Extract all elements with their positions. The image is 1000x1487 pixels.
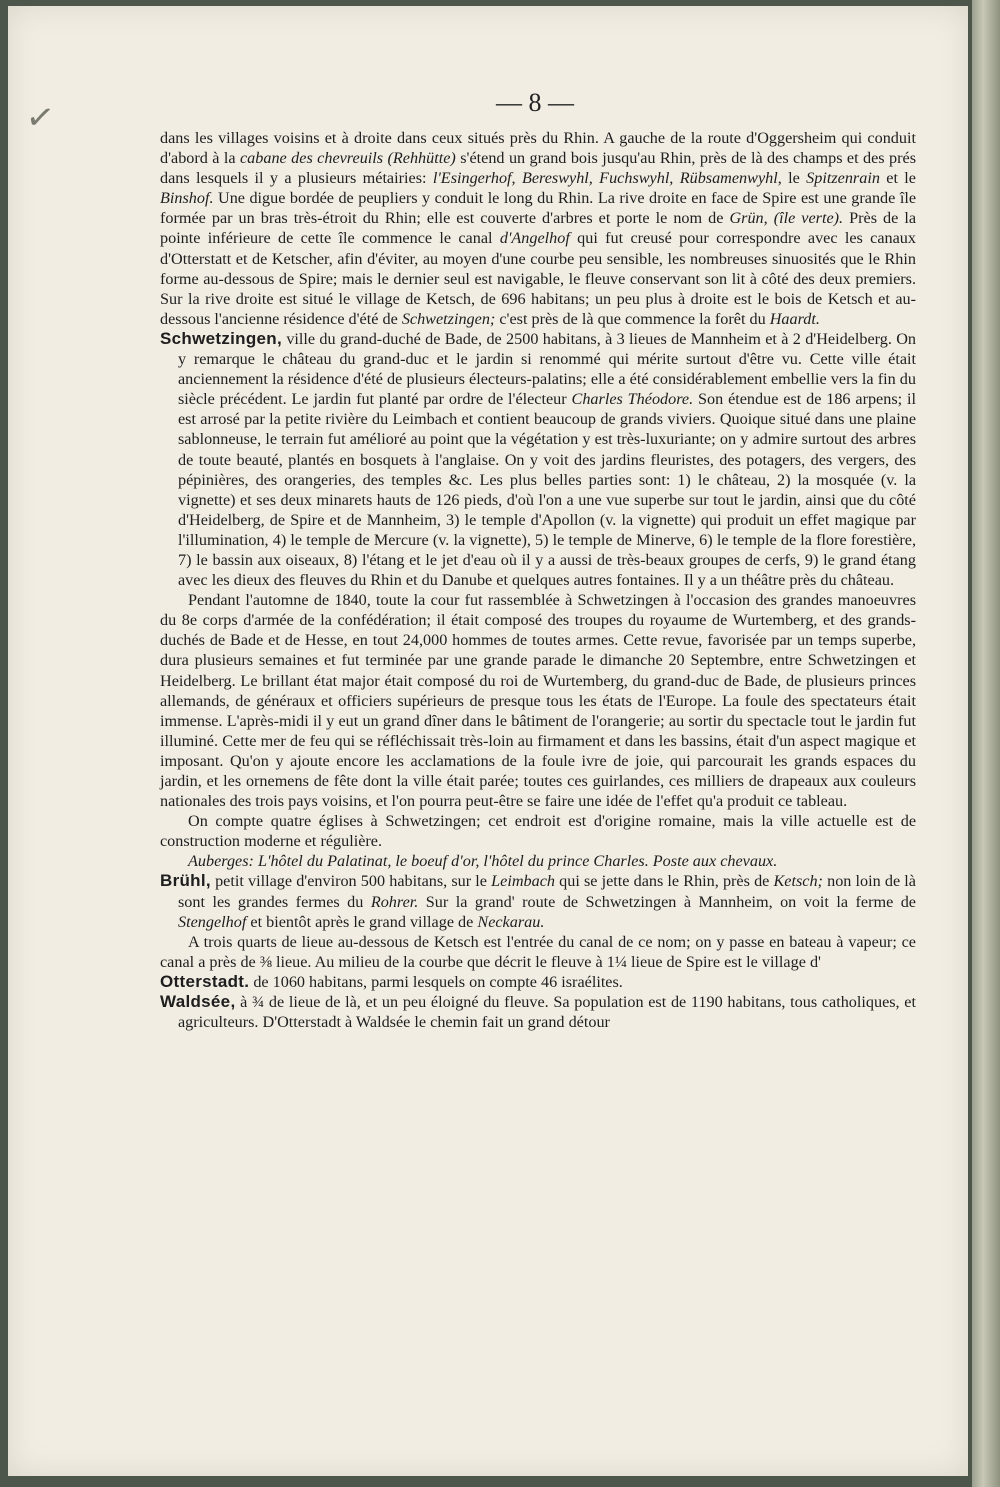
text-run: à ¾ de lieue de là, et un peu éloigné du fleuve. Sa population est de 1190 habitans, tous catholiques, et agriculteurs. D'Otterstadt à Waldsée le chemin fait un grand détour [178,993,916,1032]
italic-text: Haardt. [769,309,820,328]
paragraph [160,811,916,851]
italic-text: l'Esingerhof, Bereswyhl, Fuchswyhl, Rübsamenwyhl [432,169,778,188]
place-heading: Waldsée, [160,992,236,1012]
italic-text: Binshof. [160,189,214,208]
paragraph [160,972,916,992]
text-run: non loin de là sont les grandes fermes du [178,872,916,911]
text-run: Son étendue est de 186 arpens; il est arrosé par la petite rivière du Leimbach et contient beaucoup de grands viviers. Quoique situé dans une plaine sablonneuse, le terrain fut amélioré au point que la végétation y est très-luxuriante; on y admire surtout des arbres de toute beauté, plantés en bosquets à l'anglaise. On y voit des jardins fleuristes, des potagers, des vergers, des pépinières, des orangeries, des temples &c. Les plus belles parties sont: 1) le château, 2) la mosquée (v. la vignette) et ses deux minarets hauts de 126 pieds, d'où l'on a une vue superbe sur tout le jardin, ainsi que du côté d'Heidelberg, de Spire et de Mannheim, 3) le temple d'Apollon (v. la vignette) qui produit un effet magique par l'illumination, 4) le temple de Mercure (v. la vignette), 5) le temple de Minerve, 6) le temple de la flore forestière, 7) le bassin aux oiseaux, 8) l'étang et le jet d'eau où il y a aussi de très-beaux groupes de cerfs, 9) le grand étang avec les dieux des fleuves du Rhin et du Danube et quelques autres fontaines. Il y a un théâtre près du château. [178,390,916,590]
text-run: A trois quarts de lieue au-dessous de Ketsch est l'entrée du canal de ce nom; on y passe en bateau à vapeur; ce canal a près de ⅜ lieue. Au milieu de la courbe que décrit le fleuve à 1¼ lieue de Spire est le village d' [160,932,916,971]
text-run: ville du grand-duché de Bade, de 2500 habitans, à 3 lieues de Mannheim et à 2 d'Heidelberg. On y remarque le château du grand-duc et le jardin si renommé qui mérite surtout d'être vu. Cette ville était anciennement la résidence d'été de plusieurs électeurs-palatins; elle a été considérablement embellie vers la fin du siècle précédent. Le jardin fut planté par ordre de l'électeur [178,329,916,409]
text-run: qui fut creusé pour correspondre avec les canaux d'Otterstatt et de Ketscher, afin d'éviter, au moyen d'une courbe peu sensible, les nombreuses sinuosités que le Rhin forme au-dessous de Spire; mais le dernier seul est navigable, le fleuve conservant son lit à côté des deux premiers. Sur la rive droite est situé le village de Ketsch, de 696 habitans; un peu plus à droite est le bois de Ketsch et au-dessous l'ancienne résidence d'été de [160,229,916,328]
paragraph [160,851,916,871]
italic-text: Charles Théodore. [571,390,694,409]
paragraph [160,871,916,931]
text-run: Près de la pointe inférieure de cette île commence le canal [160,209,917,248]
italic-text: Spitzenrain [806,169,880,188]
italic-text: cabane des chevreuils (Rehhütte) [240,149,456,168]
text-run: dans les villages voisins et à droite dans ceux situés près du Rhin. A gauche de la route d'Oggersheim qui conduit d'abord à la [160,129,916,168]
italic-text: Grün, (île verte). [729,209,844,228]
text-run: c'est près de là que commence la forêt du [495,309,770,328]
paragraph [160,590,916,811]
place-heading: Otterstadt. [160,971,250,991]
italic-text: Leimbach [491,872,555,891]
text-run: On compte quatre églises à Schwetzingen; cet endroit est d'origine romaine, mais la ville actuelle est de construction moderne et régulière. [160,812,916,851]
italic-text: d'Angelhof [499,229,570,248]
italic-text: Stengelhof [178,912,247,931]
italic-text: Neckarau. [477,912,545,931]
book-spine-edge [972,0,1000,1487]
text-run: Sur la grand' route de Schwetzingen à Mannheim, on voit la ferme de [418,892,916,911]
text-run: , le [777,169,807,188]
paragraph [160,128,916,329]
place-heading: Brühl, [160,871,211,891]
text-run: de 1060 habitans, parmi lesquels on compte 46 israélites. [249,972,623,991]
italic-text: Rohrer. [370,892,419,911]
page-number: — 8 — [496,88,574,117]
text-run: et le [879,169,916,188]
italic-text: Schwetzingen; [401,309,496,328]
italic-text: Auberges: L'hôtel du Palatinat, le boeuf d'or, l'hôtel du prince Charles. Poste aux chevaux. [188,852,778,871]
body-text [160,128,916,1032]
text-run: petit village d'environ 500 habitans, sur le [210,872,492,891]
place-heading: Schwetzingen, [160,328,282,348]
margin-pencil-mark: ✓ [23,96,58,140]
italic-text: Ketsch; [773,872,823,891]
paragraph [160,992,916,1032]
text-run: s'étend un grand bois jusqu'au Rhin, près de là des champs et des prés dans lesquels il y a plusieurs métairies: [160,149,916,188]
text-run: Pendant l'automne de 1840, toute la cour fut rassemblée à Schwetzingen à l'occasion des grandes manoeuvres du 8e corps d'armée de la confédération; il était composé des troupes du royaume de Wurtemberg, et des grands-duchés de Bade et de Hesse, en tout 24,000 hommes de toutes armes. Cette revue, favorisée par un temps superbe, dura plusieurs semaines et fut terminée par une grande parade le dimanche 20 Septembre, entre Schwetzingen et Heidelberg. Le brillant état major était composé du roi de Wurtemberg, du grand-duc de Bade, de plusieurs princes allemands, de généraux et officiers supérieurs de presque tous les états de l'Europe. La foule des spectateurs était immense. L'après-midi il y eut un grand dîner dans le bâtiment de l'orangerie; au sortir du spectacle tout le jardin fut illuminé. Cette mer de feu qui se réfléchissait très-loin au firmament et dans les bassins, était d'un aspect magique et imposant. Qu'on y ajoute encore les acclamations de la foule ivre de joie, qui parcourait les grands espaces du jardin, et les ornemens de fête dont la ville était parée; toutes ces guirlandes, ces milliers de drapeaux aux couleurs nationales des trois pays voisins, et l'on pourra peut-être se faire une idée de l'effet qu'a produit ce tableau. [160,591,916,811]
paragraph [160,932,916,972]
paragraph [160,329,916,590]
text-run: Une digue bordée de peupliers y conduit le long du Rhin. La rive droite en face de Spire est une grande île formée par un bras très-étroit du Rhin; elle est couverte d'arbres et porte le nom de [160,189,916,228]
text-run: qui se jette dans le Rhin, près de [554,872,774,891]
text-run: et bientôt après le grand village de [246,912,478,931]
